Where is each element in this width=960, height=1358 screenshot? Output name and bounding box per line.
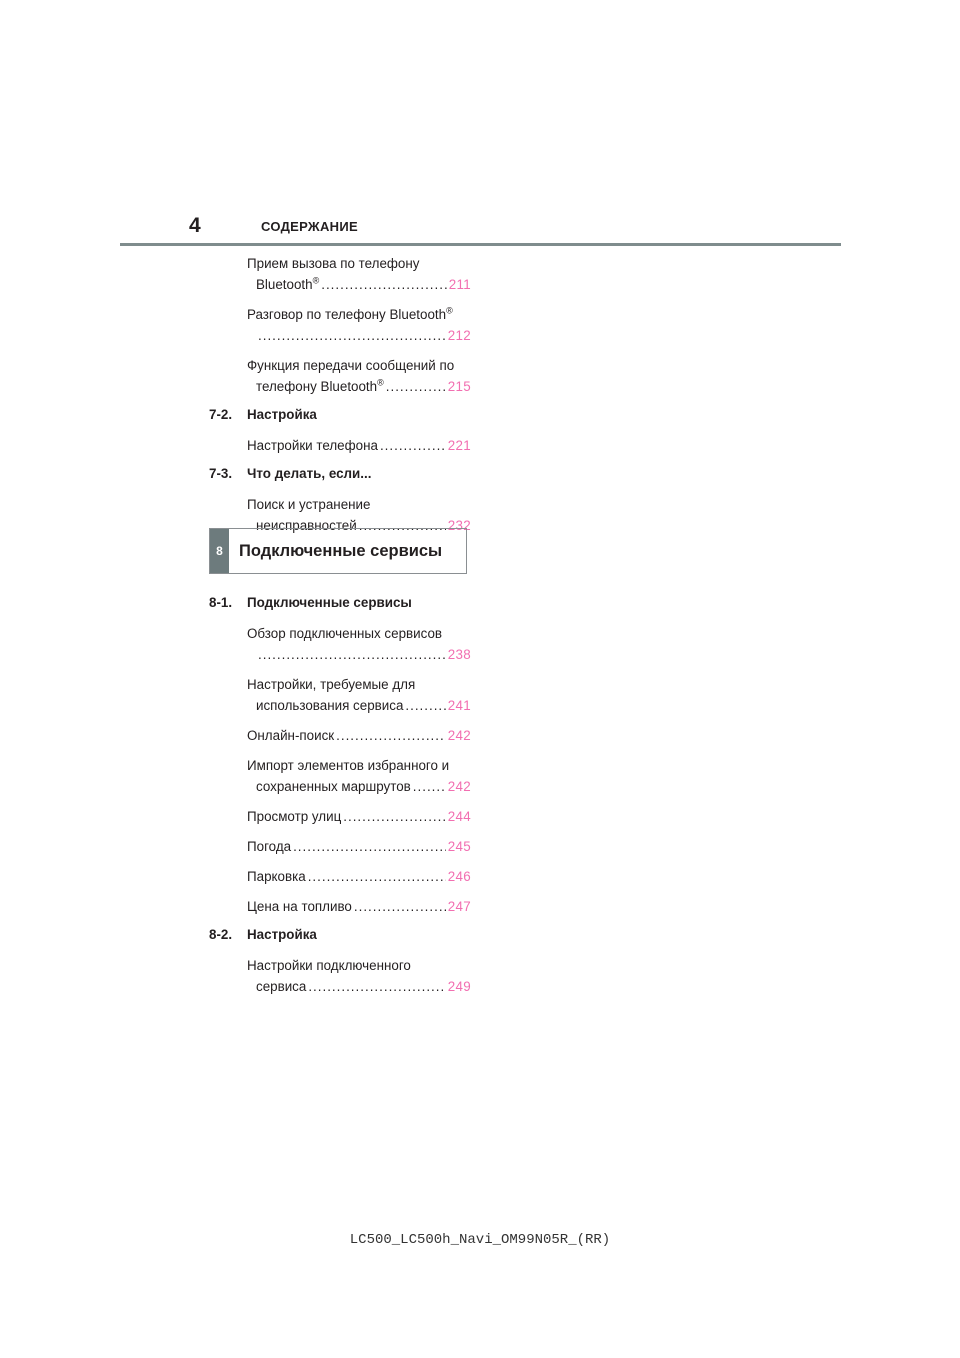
section-title: Настройка	[247, 407, 317, 422]
toc-entry-text: Разговор по телефону Bluetooth®	[247, 305, 453, 322]
page-link[interactable]: 242	[447, 728, 471, 743]
page-link[interactable]: 212	[447, 328, 471, 343]
leader-dots	[336, 725, 446, 746]
chapter-number-tab: 8	[210, 529, 229, 573]
toc-entry-text: Настройки подключенного	[247, 958, 411, 973]
toc-entry-text: Bluetooth®	[256, 275, 320, 292]
toc-entry[interactable]	[209, 304, 471, 346]
toc-entry-text: Парковка	[247, 869, 306, 884]
leader-dots	[321, 274, 447, 295]
section-number: 7-3.	[209, 466, 233, 481]
toc-entry-text: сохраненных маршрутов	[256, 779, 411, 794]
leader-dots	[413, 776, 446, 797]
page-link[interactable]: 211	[448, 277, 471, 292]
leader-dots	[343, 806, 446, 827]
leader-dots	[405, 695, 445, 716]
registered-mark: ®	[446, 305, 453, 316]
toc-entry-text: Погода	[247, 839, 292, 854]
toc-entry-text: Цена на топливо	[247, 899, 352, 914]
toc-entry[interactable]	[209, 674, 471, 716]
section-number: 8-1.	[209, 595, 233, 610]
toc-bottom	[209, 592, 471, 1006]
section-heading	[209, 406, 471, 424]
toc-entry[interactable]	[209, 253, 471, 295]
toc-entry-text: использования сервиса	[256, 698, 404, 713]
toc-entry-text: Функция передачи сообщений по	[247, 358, 455, 373]
registered-mark: ®	[312, 275, 320, 286]
toc-entry-text: неисправностей	[256, 518, 357, 533]
leader-dots	[308, 976, 445, 997]
section-number: 7-2.	[209, 407, 233, 422]
toc-entry-text: Импорт элементов избранного и	[247, 758, 450, 773]
toc-entry[interactable]	[209, 435, 471, 456]
section-heading	[209, 594, 471, 612]
footer-doc-code: LC500_LC500h_Navi_OM99N05R_(RR)	[349, 1232, 611, 1248]
toc-entry-text: сервиса	[256, 979, 307, 994]
page-link[interactable]: 247	[447, 899, 471, 914]
toc-entry-text: Онлайн-поиск	[247, 728, 335, 743]
toc-entry-text: Настройки, требуемые для	[247, 677, 416, 692]
header-rule	[120, 243, 841, 246]
section-title: Настройка	[247, 927, 317, 942]
page-number: 4	[189, 214, 201, 237]
toc-entry[interactable]	[209, 725, 471, 746]
toc-entry-text: Прием вызова по телефону	[247, 256, 420, 271]
toc-entry[interactable]	[209, 623, 471, 665]
toc-entry-text: Настройки телефона	[247, 438, 378, 453]
leader-dots	[293, 836, 446, 857]
leader-dots	[386, 376, 446, 397]
toc-entry-text: Просмотр улиц	[247, 809, 342, 824]
toc-entry[interactable]	[209, 755, 471, 797]
chapter-heading	[209, 528, 467, 574]
page-link[interactable]: 245	[447, 839, 471, 854]
toc-entry[interactable]	[209, 355, 471, 397]
toc-entry[interactable]	[209, 896, 471, 917]
leader-dots	[380, 435, 446, 456]
section-title: Что делать, если...	[247, 466, 372, 481]
toc-entry[interactable]	[209, 836, 471, 857]
leader-dots	[258, 325, 446, 346]
leader-dots	[354, 896, 446, 917]
page-link[interactable]: 244	[447, 809, 471, 824]
toc-entry[interactable]	[209, 955, 471, 997]
section-heading	[209, 465, 471, 483]
page-link[interactable]: 238	[447, 647, 471, 662]
toc-entry-text: Обзор подключенных сервисов	[247, 626, 443, 641]
toc-entry-text: телефону Bluetooth®	[256, 377, 384, 394]
toc-entry[interactable]	[209, 866, 471, 887]
page-link[interactable]: 242	[447, 779, 471, 794]
section-title: Подключенные сервисы	[247, 595, 412, 610]
toc-entry[interactable]	[209, 806, 471, 827]
page-link[interactable]: 241	[447, 698, 471, 713]
registered-mark: ®	[377, 377, 384, 388]
section-number: 8-2.	[209, 927, 233, 942]
page-link[interactable]: 249	[447, 979, 471, 994]
header-title: СОДЕРЖАНИЕ	[261, 219, 358, 234]
leader-dots	[308, 866, 446, 887]
page-link[interactable]: 221	[447, 438, 471, 453]
toc-entry-text: Поиск и устранение	[247, 497, 371, 512]
page-link[interactable]: 232	[447, 518, 471, 533]
toc-top	[209, 253, 471, 545]
leader-dots	[258, 644, 446, 665]
page-link[interactable]: 246	[447, 869, 471, 884]
section-heading	[209, 926, 471, 944]
chapter-title: Подключенные сервисы	[239, 541, 443, 560]
page-link[interactable]: 215	[447, 379, 471, 394]
